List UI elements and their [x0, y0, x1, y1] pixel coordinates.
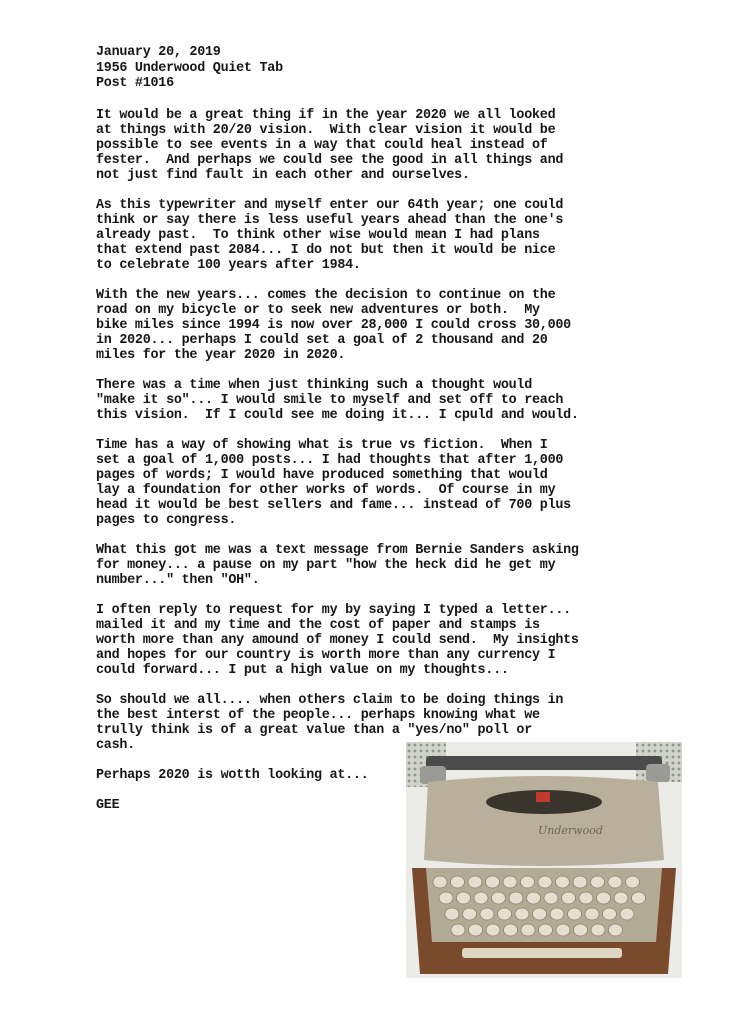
body-line: Time has a way of showing what is true vs fiction. When I [96, 438, 548, 453]
body-line: this vision. If I could see me doing it... I cpuld and would. [96, 408, 579, 423]
typewriter-key [433, 876, 447, 888]
body-line: think or say there is less useful years ahead than the one's [96, 213, 564, 228]
body-line: road on my bicycle or to seek new adventures or both. My [96, 303, 540, 318]
typewriter-key [591, 924, 605, 936]
body-line: pages of words; I would have produced something that would [96, 468, 548, 483]
typewriter-key [597, 892, 611, 904]
typewriter-key [556, 924, 570, 936]
typewriter-key [492, 892, 506, 904]
body-line: to celebrate 100 years after 1984. [96, 258, 361, 273]
body-line: What this got me was a text message from Bernie Sanders asking [96, 543, 579, 558]
typewriter-key [521, 924, 535, 936]
body-line: So should we all.... when others claim to be doing things in [96, 693, 564, 708]
body-line: There was a time when just thinking such a thought would [96, 378, 532, 393]
typewriter-key [504, 924, 518, 936]
body-line: trully think is of a great value than a "yes/no" poll or [96, 723, 532, 738]
body-line: cash. [96, 738, 135, 753]
header-post: Post #1016 [96, 76, 174, 91]
typewriter-key [468, 876, 482, 888]
typewriter-key [498, 908, 512, 920]
body-line: for money... a pause on my part "how the heck did he get my [96, 558, 556, 573]
body-line: set a goal of 1,000 posts... I had thoughts that after 1,000 [96, 453, 564, 468]
typewriter-key [480, 908, 494, 920]
typewriter-key [515, 908, 529, 920]
body-line: that extend past 2084... I do not but then it would be nice [96, 243, 556, 258]
body-line: possible to see events in a way that could heal instead of [96, 138, 548, 153]
typewriter-key [538, 876, 552, 888]
typewriter-key [451, 876, 465, 888]
typewriter-key [463, 908, 477, 920]
body-line: worth more than any amound of money I could send. My insights [96, 633, 579, 648]
typewriter-key [509, 892, 523, 904]
body-line: pages to congress. [96, 513, 237, 528]
body-line: fester. And perhaps we could see the good in all things and [96, 153, 564, 168]
body-line: not just find fault in each other and ourselves. [96, 168, 470, 183]
body-line: head it would be best sellers and fame... instead of 700 plus [96, 498, 571, 513]
body-line: With the new years... comes the decision to continue on the [96, 288, 556, 303]
typewriter-key [527, 892, 541, 904]
body-line: miles for the year 2020 in 2020. [96, 348, 346, 363]
ribbon [536, 792, 550, 802]
body-line: already past. To think other wise would mean I had plans [96, 228, 540, 243]
typewriter-key [568, 908, 582, 920]
typewriter-key [474, 892, 488, 904]
header-date: January 20, 2019 [96, 45, 221, 60]
body-line: As this typewriter and myself enter our 64th year; one could [96, 198, 564, 213]
body-line: could forward... I put a high value on my thoughts... [96, 663, 509, 678]
typewriter-illustration [406, 742, 682, 978]
typewriter-key [539, 924, 553, 936]
typewriter-key [562, 892, 576, 904]
typewriter-key [445, 908, 459, 920]
typewriter-key [579, 892, 593, 904]
body-line: mailed it and my time and the cost of paper and stamps is [96, 618, 540, 633]
typewriter-key [573, 876, 587, 888]
typewriter-key [608, 876, 622, 888]
typewriter-key [521, 876, 535, 888]
typewriter-key [591, 876, 605, 888]
typewriter-key [614, 892, 628, 904]
body-line: number..." then "OH". [96, 573, 260, 588]
brand-label: Underwood [538, 824, 603, 837]
signature: GEE [96, 798, 120, 813]
typewriter-key [556, 876, 570, 888]
body-line: I often reply to request for my by saying I typed a letter... [96, 603, 571, 618]
typewriter-key [451, 924, 465, 936]
body-line: and hopes for our country is worth more than any currency I [96, 648, 556, 663]
typewriter-key [585, 908, 599, 920]
typewriter-photo [406, 742, 682, 978]
header-typewriter: 1956 Underwood Quiet Tab [96, 61, 283, 76]
typewriter-key [609, 924, 623, 936]
body-line: bike miles since 1994 is now over 28,000 I could cross 30,000 [96, 318, 571, 333]
body-line: the best interst of the people... perhaps knowing what we [96, 708, 540, 723]
typewriter-key [632, 892, 646, 904]
typewriter-key [620, 908, 634, 920]
carriage [426, 756, 662, 770]
typewriter-key [603, 908, 617, 920]
typewriter-body [424, 776, 664, 866]
body-line: in 2020... perhaps I could set a goal of 2 thousand and 20 [96, 333, 548, 348]
body-line: It would be a great thing if in the year 2020 we all looked [96, 108, 556, 123]
space-bar [462, 948, 622, 958]
typewriter-key [469, 924, 483, 936]
typewriter-key [626, 876, 640, 888]
typewriter-key [544, 892, 558, 904]
typewriter-key [486, 924, 500, 936]
typewriter-key [533, 908, 547, 920]
closing-line: Perhaps 2020 is wotth looking at... [96, 768, 369, 783]
typewriter-key [457, 892, 471, 904]
typewriter-key [550, 908, 564, 920]
body-line: "make it so"... I would smile to myself and set off to reach [96, 393, 564, 408]
body-line: at things with 20/20 vision. With clear vision it would be [96, 123, 556, 138]
typewriter-key [439, 892, 453, 904]
typewriter-key [574, 924, 588, 936]
carriage-knob-right [646, 764, 670, 782]
body-line: lay a foundation for other works of words. Of course in my [96, 483, 556, 498]
typewriter-key [486, 876, 500, 888]
typewriter-key [503, 876, 517, 888]
